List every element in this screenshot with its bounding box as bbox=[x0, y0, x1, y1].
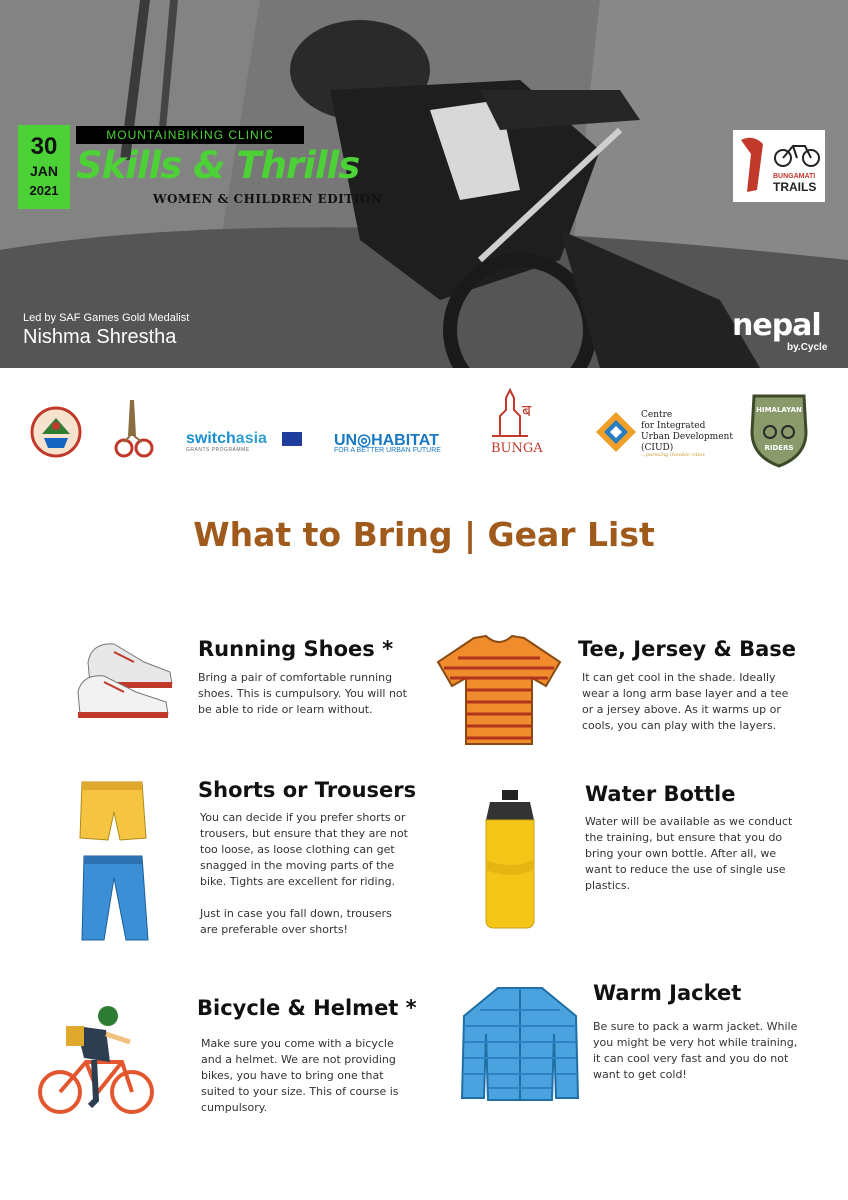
shorts-trousers-illustration bbox=[76, 778, 156, 946]
event-month: JAN bbox=[29, 163, 58, 179]
eu-flag-icon bbox=[282, 432, 302, 446]
himalayan-riders-badge bbox=[748, 388, 810, 468]
item-desc-warm-jacket bbox=[593, 1019, 803, 1099]
item-desc-water-bottle bbox=[585, 814, 795, 910]
item-title-shorts-trousers: Shorts or Trousers bbox=[198, 778, 417, 802]
un-habitat-sub: FOR A BETTER URBAN FUTURE bbox=[334, 447, 441, 454]
trails-logo-line2: TRAILS bbox=[773, 180, 817, 194]
nepal-government-emblem bbox=[26, 404, 86, 458]
led-by-label: Led by SAF Games Gold Medalist bbox=[23, 312, 190, 324]
switch-asia-sub: GRANTS PROGRAMME bbox=[186, 447, 250, 453]
ministry-scissors-logo bbox=[108, 396, 162, 462]
item-desc-paragraph: Just in case you fall down, trousers are preferable over shorts! bbox=[200, 907, 392, 936]
event-year: 2021 bbox=[29, 183, 59, 198]
leader-name: Nishma Shrestha bbox=[23, 326, 177, 348]
ciud-tagline: ...pursuing liveable cities bbox=[641, 452, 705, 458]
event-day: 30 bbox=[30, 133, 58, 160]
ciud-line4: (CIUD) bbox=[641, 443, 674, 453]
clinic-label: MOUNTAINBIKING CLINIC bbox=[76, 126, 304, 144]
event-date-badge bbox=[18, 125, 70, 209]
item-desc-bicycle-helmet bbox=[201, 1036, 411, 1132]
bunga-temple-icon bbox=[482, 386, 546, 442]
t-shirt-illustration bbox=[434, 632, 564, 748]
item-title-bicycle-helmet: Bicycle & Helmet * bbox=[197, 996, 417, 1020]
item-title-tee-jersey: Tee, Jersey & Base bbox=[578, 637, 797, 661]
event-edition: WOMEN & CHILDREN EDITION bbox=[153, 192, 383, 206]
item-desc-paragraph: Water will be available as we conduct the training, but ensure that you do bring your own bottle. After all, we want to reduce the use of single use plastics. bbox=[585, 815, 793, 892]
water-bottle-illustration bbox=[482, 790, 538, 930]
warm-jacket-illustration bbox=[458, 982, 582, 1104]
gear-list-heading: What to Bring | Gear List bbox=[193, 515, 655, 554]
running-shoes-illustration bbox=[74, 632, 178, 722]
item-title-water-bottle: Water Bottle bbox=[585, 782, 736, 806]
ciud-line2: for Integrated bbox=[641, 421, 706, 431]
item-title-warm-jacket: Warm Jacket bbox=[593, 981, 742, 1005]
item-desc-paragraph: It can get cool in the shade. Ideally wear a long arm base layer and a tee or a jersey above. As it warms up or cools, you can play with the layers. bbox=[582, 671, 789, 732]
nepal-by-cycle-sub: by.Cycle bbox=[787, 342, 828, 353]
item-title-running-shoes: Running Shoes * bbox=[198, 637, 394, 661]
item-desc-paragraph: You can decide if you prefer shorts or trousers, but ensure that they are not too loose, as loose clothing can get snagged in the moving parts of the bike. Tights are excellent for riding. bbox=[200, 811, 408, 888]
nepal-by-cycle-logo: nepal bbox=[732, 308, 821, 343]
item-desc-running-shoes bbox=[198, 670, 408, 734]
item-desc-tee-jersey bbox=[582, 670, 792, 750]
ciud-line3: Urban Development bbox=[641, 432, 733, 442]
item-desc-shorts-trousers bbox=[200, 810, 410, 954]
bicycle-helmet-illustration bbox=[36, 1002, 156, 1118]
ciud-name bbox=[641, 410, 733, 454]
himalayan-riders-line1: HIMALAYAN bbox=[756, 406, 802, 414]
bungamati-trails-logo bbox=[733, 130, 825, 202]
hero-banner bbox=[0, 0, 848, 368]
un-habitat-logo: UN◎HABITAT bbox=[334, 432, 439, 449]
event-title: Skills & Thrills bbox=[76, 144, 360, 187]
switch-asia-name-a: switch bbox=[186, 430, 236, 447]
item-desc-paragraph: Make sure you come with a bicycle and a helmet. We are not providing bikes, you have to bring one that suited to your size. This of course is cumpulsory. bbox=[201, 1037, 399, 1114]
item-desc-paragraph: Be sure to pack a warm jacket. While you might be very hot while training, it can cool very fast and you do not want to get cold! bbox=[593, 1020, 798, 1081]
himalayan-riders-line2: RIDERS bbox=[764, 444, 794, 452]
svg-text:ब: ब bbox=[522, 401, 532, 420]
trails-logo-line1: BUNGAMATI bbox=[773, 173, 816, 180]
switch-asia-logo bbox=[186, 430, 267, 448]
bunga-logo: BUNGA bbox=[491, 441, 543, 456]
ciud-line1: Centre bbox=[641, 410, 673, 420]
item-desc-paragraph: Bring a pair of comfortable running shoes. This is cumpulsory. You will not be able to ride or learn without. bbox=[198, 671, 407, 716]
switch-asia-name-b: asia bbox=[235, 430, 267, 447]
ciud-logo-mark bbox=[594, 410, 638, 454]
